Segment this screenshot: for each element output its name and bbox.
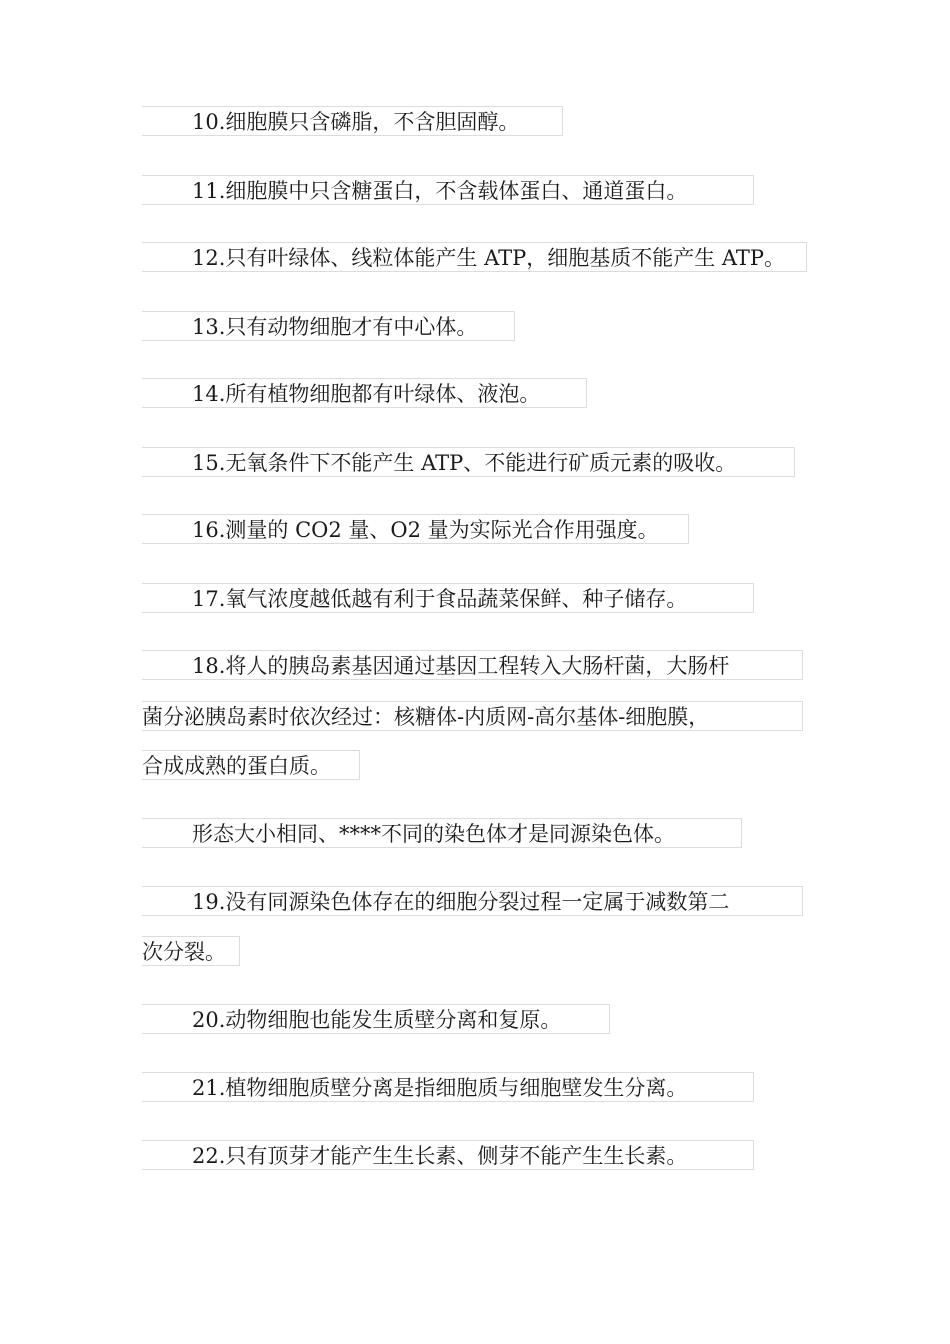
line-text: 22.只有顶芽才能产生生长素、侧芽不能产生生长素。 bbox=[192, 1144, 688, 1168]
line-text: 合成成熟的蛋白质。 bbox=[142, 754, 331, 778]
line-text: 17.氧气浓度越低越有利于食品蔬菜保鲜、种子储存。 bbox=[192, 587, 688, 611]
text-line-18b bbox=[142, 701, 803, 731]
text-line-16 bbox=[142, 514, 689, 544]
text-line-12 bbox=[142, 242, 807, 272]
line-text: 19.没有同源染色体存在的细胞分裂过程一定属于减数第二 bbox=[192, 890, 730, 914]
text-line-10 bbox=[142, 106, 563, 136]
text-line-homolog bbox=[142, 818, 742, 848]
text-line-18a bbox=[142, 650, 803, 680]
text-line-19a bbox=[142, 886, 803, 916]
line-text: 14.所有植物细胞都有叶绿体、液泡。 bbox=[192, 382, 541, 406]
text-line-11 bbox=[142, 175, 754, 205]
line-text: 10.细胞膜只含磷脂，不含胆固醇。 bbox=[192, 110, 520, 134]
line-text: 15.无氧条件下不能产生 ATP、不能进行矿质元素的吸收。 bbox=[192, 451, 737, 475]
line-text: 20.动物细胞也能发生质壁分离和复原。 bbox=[192, 1008, 562, 1032]
line-text: 16.测量的 CO2 量、O2 量为实际光合作用强度。 bbox=[192, 518, 659, 542]
text-line-21 bbox=[142, 1072, 754, 1102]
line-text: 13.只有动物细胞才有中心体。 bbox=[192, 315, 478, 339]
line-text: 12.只有叶绿体、线粒体能产生 ATP，细胞基质不能产生 ATP。 bbox=[192, 246, 786, 270]
text-line-15 bbox=[142, 447, 795, 477]
text-line-20 bbox=[142, 1004, 610, 1034]
line-text: 18.将人的胰岛素基因通过基因工程转入大肠杆菌，大肠杆 bbox=[192, 654, 730, 678]
text-line-13 bbox=[142, 311, 515, 341]
line-text: 11.细胞膜中只含糖蛋白，不含载体蛋白、通道蛋白。 bbox=[192, 179, 688, 203]
text-line-22 bbox=[142, 1140, 754, 1170]
line-text: 形态大小相同、****不同的染色体才是同源染色体。 bbox=[192, 822, 675, 846]
text-line-18c bbox=[142, 750, 360, 780]
line-text: 菌分泌胰岛素时依次经过：核糖体-内质网-高尔基体-细胞膜， bbox=[142, 705, 710, 729]
text-line-19b bbox=[142, 936, 240, 966]
text-line-14 bbox=[142, 378, 587, 408]
line-text: 次分裂。 bbox=[142, 940, 226, 964]
line-text: 21.植物细胞质壁分离是指细胞质与细胞壁发生分离。 bbox=[192, 1076, 688, 1100]
text-line-17 bbox=[142, 583, 754, 613]
